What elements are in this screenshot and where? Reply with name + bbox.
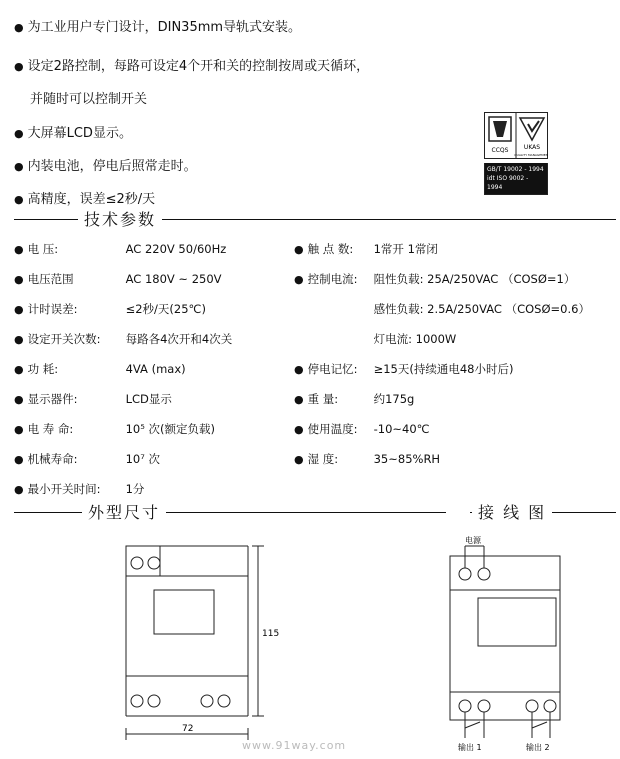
watermark: www.91way.com xyxy=(242,739,347,752)
svg-text:QUALITY MANAGEMENT: QUALITY MANAGEMENT xyxy=(514,153,548,157)
spec-row-right xyxy=(294,361,513,377)
section-title-wiring: 接 线 图 xyxy=(472,500,552,523)
feature-item: ● 大屏幕LCD显示。 xyxy=(14,126,132,141)
spec-label: 设定开关次数: xyxy=(27,332,101,346)
output-1-label: 输出 1 xyxy=(458,743,482,752)
wiring-drawing xyxy=(440,532,620,754)
spec-label: 电压范围 xyxy=(27,272,74,286)
spec-row-left xyxy=(14,361,186,377)
feature-item-continued: 并随时可以控制开关 xyxy=(30,92,148,107)
bullet-icon: ● xyxy=(294,453,304,466)
spec-value: 阻性负载: 25A/250VAC （COSØ=1） xyxy=(373,272,576,286)
bullet-icon: ● xyxy=(14,453,24,466)
spec-label: 显示器件: xyxy=(27,392,78,406)
spec-row-right xyxy=(294,301,590,317)
section-title-outline: 外型尺寸 xyxy=(82,500,166,523)
spec-row-right xyxy=(294,331,456,347)
feature-item: ● 设定2路控制，每路可设定4个开和关的控制按周或天循环， xyxy=(14,59,370,74)
bullet-icon: ● xyxy=(14,21,24,34)
bullet-icon: ● xyxy=(14,273,24,286)
spec-value: 每路各4次开和4次关 xyxy=(125,332,233,346)
height-dimension: 115 xyxy=(262,629,280,639)
bullet-icon: ● xyxy=(14,393,24,406)
outline-drawing xyxy=(110,538,280,746)
spec-value: 10⁷ 次 xyxy=(125,452,161,466)
certification-logo xyxy=(484,112,548,159)
spec-label: 电 寿 命: xyxy=(27,422,74,436)
bullet-icon: ● xyxy=(14,243,24,256)
bullet-icon: ● xyxy=(294,393,304,406)
spec-value: ≤2秒/天(25℃) xyxy=(125,302,206,316)
spec-value: AC 180V ~ 250V xyxy=(125,272,222,286)
spec-row-right xyxy=(294,451,440,467)
feature-item: ● 为工业用户专门设计，DIN35mm导轨式安装。 xyxy=(14,20,302,35)
spec-value: 1常开 1常闭 xyxy=(373,242,438,256)
spec-row-left xyxy=(14,271,222,287)
spec-label: 停电记忆: xyxy=(307,362,358,376)
bullet-icon: ● xyxy=(14,160,24,173)
spec-value: ≥15天(持续通电48小时后) xyxy=(373,362,514,376)
spec-row-left xyxy=(14,451,160,467)
spec-row-left xyxy=(14,391,172,407)
bullet-icon: ● xyxy=(14,423,24,436)
spec-label: 湿 度: xyxy=(307,452,339,466)
power-label: 电源 xyxy=(465,536,481,545)
bullet-icon: ● xyxy=(294,243,304,256)
section-title-params: 技术参数 xyxy=(78,207,162,230)
bullet-icon: ● xyxy=(14,333,24,346)
bullet-icon: ● xyxy=(14,363,24,376)
spec-value: 35~85%RH xyxy=(373,452,441,466)
spec-value: AC 220V 50/60Hz xyxy=(125,242,227,256)
svg-text:CCQS: CCQS xyxy=(491,147,509,154)
section-divider xyxy=(14,512,446,513)
spec-label: 电 压: xyxy=(27,242,59,256)
bullet-icon: ● xyxy=(294,423,304,436)
spec-value: 1分 xyxy=(125,482,145,496)
bullet-icon: ● xyxy=(294,273,304,286)
spec-label: 计时误差: xyxy=(27,302,78,316)
feature-item: ● 高精度，误差≤2秒/天 xyxy=(14,192,156,207)
width-dimension: 72 xyxy=(182,724,194,734)
spec-value: 灯电流: 1000W xyxy=(373,332,457,346)
bullet-icon: ● xyxy=(14,193,24,206)
spec-value: 4VA (max) xyxy=(125,362,186,376)
spec-value: LCD显示 xyxy=(125,392,172,406)
bullet-icon: ● xyxy=(14,127,24,140)
spec-row-left xyxy=(14,241,226,257)
spec-row-right xyxy=(294,421,430,437)
certification-block xyxy=(484,112,548,195)
spec-label: 使用温度: xyxy=(307,422,358,436)
spec-label: 控制电流: xyxy=(307,272,358,286)
spec-row-left xyxy=(14,331,232,347)
bullet-icon: ● xyxy=(14,60,24,73)
spec-row-right xyxy=(294,391,414,407)
spec-value: 约175g xyxy=(373,392,415,406)
spec-value: 感性负载: 2.5A/250VAC （COSØ=0.6） xyxy=(373,302,590,316)
output-2-label: 输出 2 xyxy=(526,743,550,752)
spec-row-right xyxy=(294,271,575,287)
bullet-icon: ● xyxy=(14,483,24,496)
certification-standards: GB/T 19002 - 1994 idt ISO 9002 - 1994 xyxy=(484,163,548,195)
bullet-icon: ● xyxy=(294,363,304,376)
spec-label: 最小开关时间: xyxy=(27,482,101,496)
spec-row-left xyxy=(14,421,215,437)
feature-item: ● 内装电池，停电后照常走时。 xyxy=(14,159,197,174)
spec-value: 10⁵ 次(额定负载) xyxy=(125,422,215,436)
svg-text:UKAS: UKAS xyxy=(523,144,541,151)
spec-label: 触 点 数: xyxy=(307,242,354,256)
spec-row-right xyxy=(294,241,438,257)
spec-row-left xyxy=(14,301,206,317)
spec-label: 机械寿命: xyxy=(27,452,78,466)
spec-value: -10~40℃ xyxy=(373,422,430,436)
spec-row-left xyxy=(14,481,144,497)
bullet-icon: ● xyxy=(14,303,24,316)
spec-label: 功 耗: xyxy=(27,362,59,376)
spec-label: 重 量: xyxy=(307,392,339,406)
